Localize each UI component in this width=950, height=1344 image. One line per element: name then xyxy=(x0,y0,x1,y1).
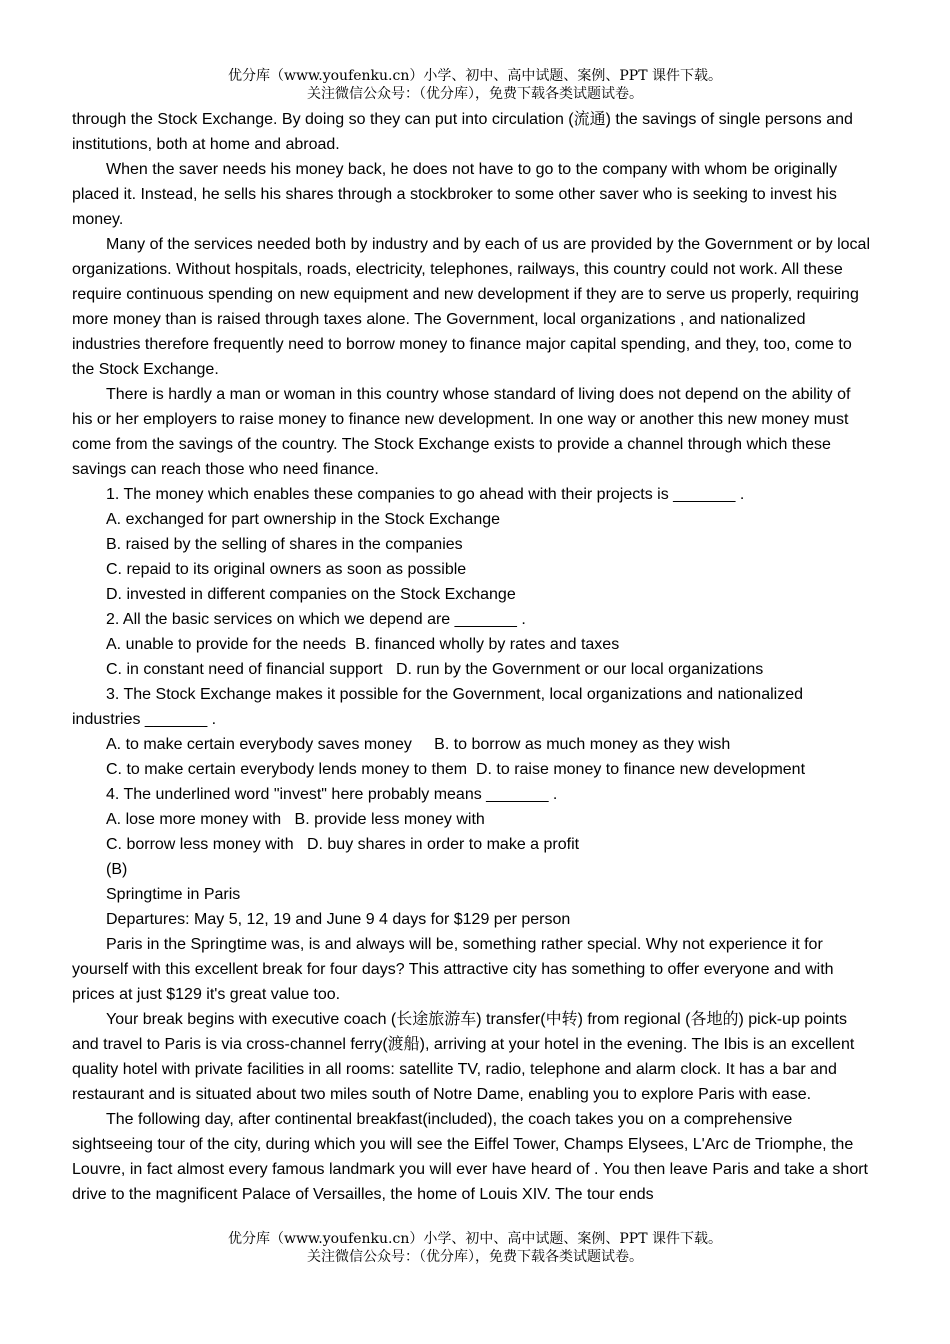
passage-a-paragraph-0: through the Stock Exchange. By doing so they can put into circulation (流通) the savings of single persons and institutions, both at home and abroad. xyxy=(72,111,853,153)
passage-a-paragraph-2: Many of the services needed both by industry and by each of us are provided by the Government or by local organizations. Without hospitals, roads, electricity, telephones, railways, this country could not work. All these require continuous spending on new equipment and new development if they are to serve us properly, requiring more money than is raised through taxes alone. The Government, local organizations , and nationalized industries therefore frequently need to borrow money to finance major capital spending, and they, too, come to the Stock Exchange. xyxy=(72,236,870,378)
passage-a-paragraph-3: There is hardly a man or woman in this country whose standard of living does not depend on the ability of his or her employers to raise money to finance new development. In one way or another this new money must come from the savings of the country. The Stock Exchange exists to provide a channel through which these savings can reach those who need finance. xyxy=(72,386,851,478)
document-body xyxy=(72,107,872,1207)
header-line-2: 关注微信公众号：（优分库），免费下载各类试题试卷。 xyxy=(307,86,643,102)
page-footer xyxy=(0,1230,950,1266)
footer-line-1: 优分库（www.youfenku.cn）小学、初中、高中试题、案例、PPT 课件下载。 xyxy=(227,1231,722,1247)
question-2: 2. All the basic services on which we depend are _______ . xyxy=(106,611,526,628)
question-4-options-ab: A. lose more money with B. provide less money with xyxy=(106,811,485,828)
question-1-option-c: C. repaid to its original owners as soon as possible xyxy=(106,561,467,578)
header-line-1: 优分库（www.youfenku.cn）小学、初中、高中试题、案例、PPT 课件下载。 xyxy=(227,68,722,84)
passage-b-paragraph-3: The following day, after continental breakfast(included), the coach takes you on a comprehensive sightseeing tour of the city, during which you will see the Eiffel Tower, Champs Elysees, L'Arc de Triomphe, the Louvre, in fact almost every famous landmark you will ever have heard of . You then leave Paris and take a short drive to the magnificent Palace of Versailles, the home of Louis XIV. The tour ends xyxy=(72,1111,868,1203)
question-1-option-d: D. invested in different companies on the Stock Exchange xyxy=(106,586,516,603)
question-3-options-ab: A. to make certain everybody saves money B. to borrow as much money as they wish xyxy=(106,736,731,753)
question-2-options-cd: C. in constant need of financial support D. run by the Government or our local organizations xyxy=(106,661,764,678)
question-3: 3. The Stock Exchange makes it possible for the Government, local organizations and nationalized industries _______ . xyxy=(72,686,803,728)
passage-b-label: (B) xyxy=(106,861,128,878)
footer-line-2: 关注微信公众号：（优分库），免费下载各类试题试卷。 xyxy=(307,1249,643,1265)
question-2-options-ab: A. unable to provide for the needs B. financed wholly by rates and taxes xyxy=(106,636,620,653)
question-4-options-cd: C. borrow less money with D. buy shares in order to make a profit xyxy=(106,836,580,853)
question-1-option-a: A. exchanged for part ownership in the Stock Exchange xyxy=(106,511,501,528)
passage-a-paragraph-1: When the saver needs his money back, he does not have to go to the company with whom be originally placed it. Instead, he sells his shares through a stockbroker to some other saver who is seeking to invest his money. xyxy=(72,161,838,228)
passage-b-paragraph-2: Your break begins with executive coach (长途旅游车) transfer(中转) from regional (各地的) pick-up points and travel to Paris is via cross-channel ferry(渡船), arriving at your hotel in the evening. The Ibis is an excellent quality hotel with private facilities in all rooms: satellite TV, radio, telephone and alarm clock. It has a bar and restaurant and is situated about two miles south of Notre Dame, enabling you to explore Paris with ease. xyxy=(72,1011,855,1103)
passage-b-paragraph-1: Paris in the Springtime was, is and always will be, something rather special. Why not experience it for yourself with this excellent break for four days? This attractive city has something to offer everyone and with prices at just $129 it's great value too. xyxy=(72,936,834,1003)
question-4: 4. The underlined word "invest" here probably means _______ . xyxy=(106,786,558,803)
question-3-options-cd: C. to make certain everybody lends money to them D. to raise money to finance new development xyxy=(106,761,806,778)
passage-b-departures: Departures: May 5, 12, 19 and June 9 4 days for $129 per person xyxy=(106,911,571,928)
page-header xyxy=(0,67,950,103)
passage-b-title: Springtime in Paris xyxy=(106,886,241,903)
question-1: 1. The money which enables these companies to go ahead with their projects is _______ . xyxy=(106,486,745,503)
question-1-option-b: B. raised by the selling of shares in the companies xyxy=(106,536,463,553)
